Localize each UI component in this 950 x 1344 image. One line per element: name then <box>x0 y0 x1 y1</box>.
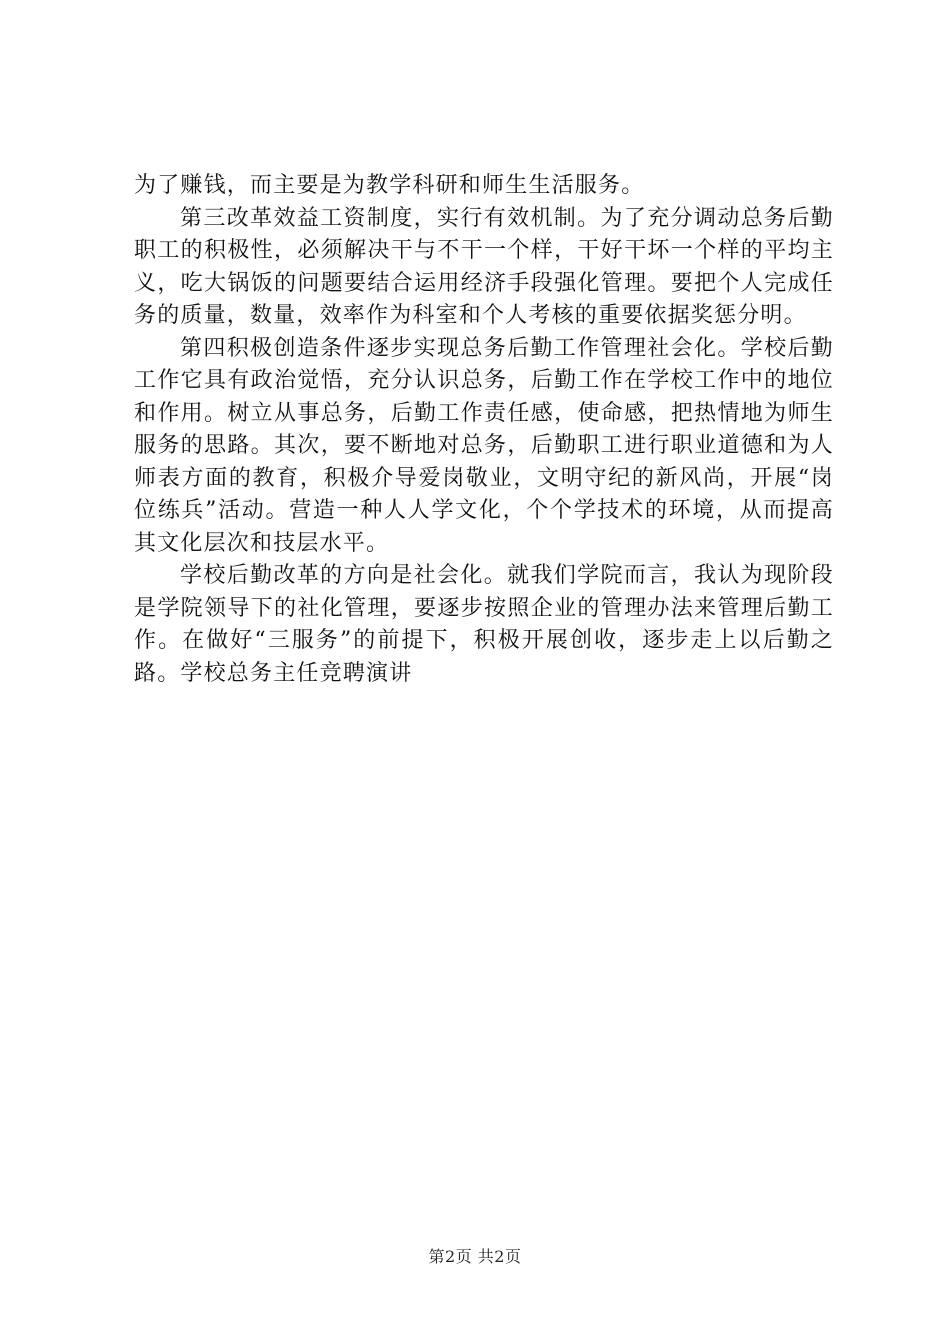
paragraph-fourth-point: 第四积极创造条件逐步实现总务后勤工作管理社会化。学校后勤工作它具有政治觉悟，充分认识总务，后勤工作在学校工作中的地位和作用。树立从事总务，后勤工作责任感，使命感，把热情地为师生服务的思路。其次，要不断地对总务，后勤职工进行职业道德和为人师表方面的教育，积极介导爱岗敬业，文明守纪的新风尚，开展“岗位练兵”活动。营造一种人人学文化，个个学技术的环境，从而提高其文化层次和技层水平。 <box>134 335 834 556</box>
paragraph-third-point: 第三改革效益工资制度，实行有效机制。为了充分调动总务后勤职工的积极性，必须解决干与不干一个样，干好干坏一个样的平均主义，吃大锅饭的问题要结合运用经济手段强化管理。要把个人完成任务的质量，数量，效率作为科室和个人考核的重要依据奖惩分明。 <box>134 205 834 328</box>
paragraph-conclusion: 学校后勤改革的方向是社会化。就我们学院而言，我认为现阶段是学院领导下的社化管理，要逐步按照企业的管理办法来管理后勤工作。在做好“三服务”的前提下，积极开展创收，逐步走上以后勤之路。学校总务主任竞聘演讲 <box>134 563 834 686</box>
page-number-footer: 第2页 共2页 <box>428 1247 522 1266</box>
document-body <box>134 170 834 690</box>
paragraph-continuation: 为了赚钱，而主要是为教学科研和师生生活服务。 <box>134 173 645 198</box>
